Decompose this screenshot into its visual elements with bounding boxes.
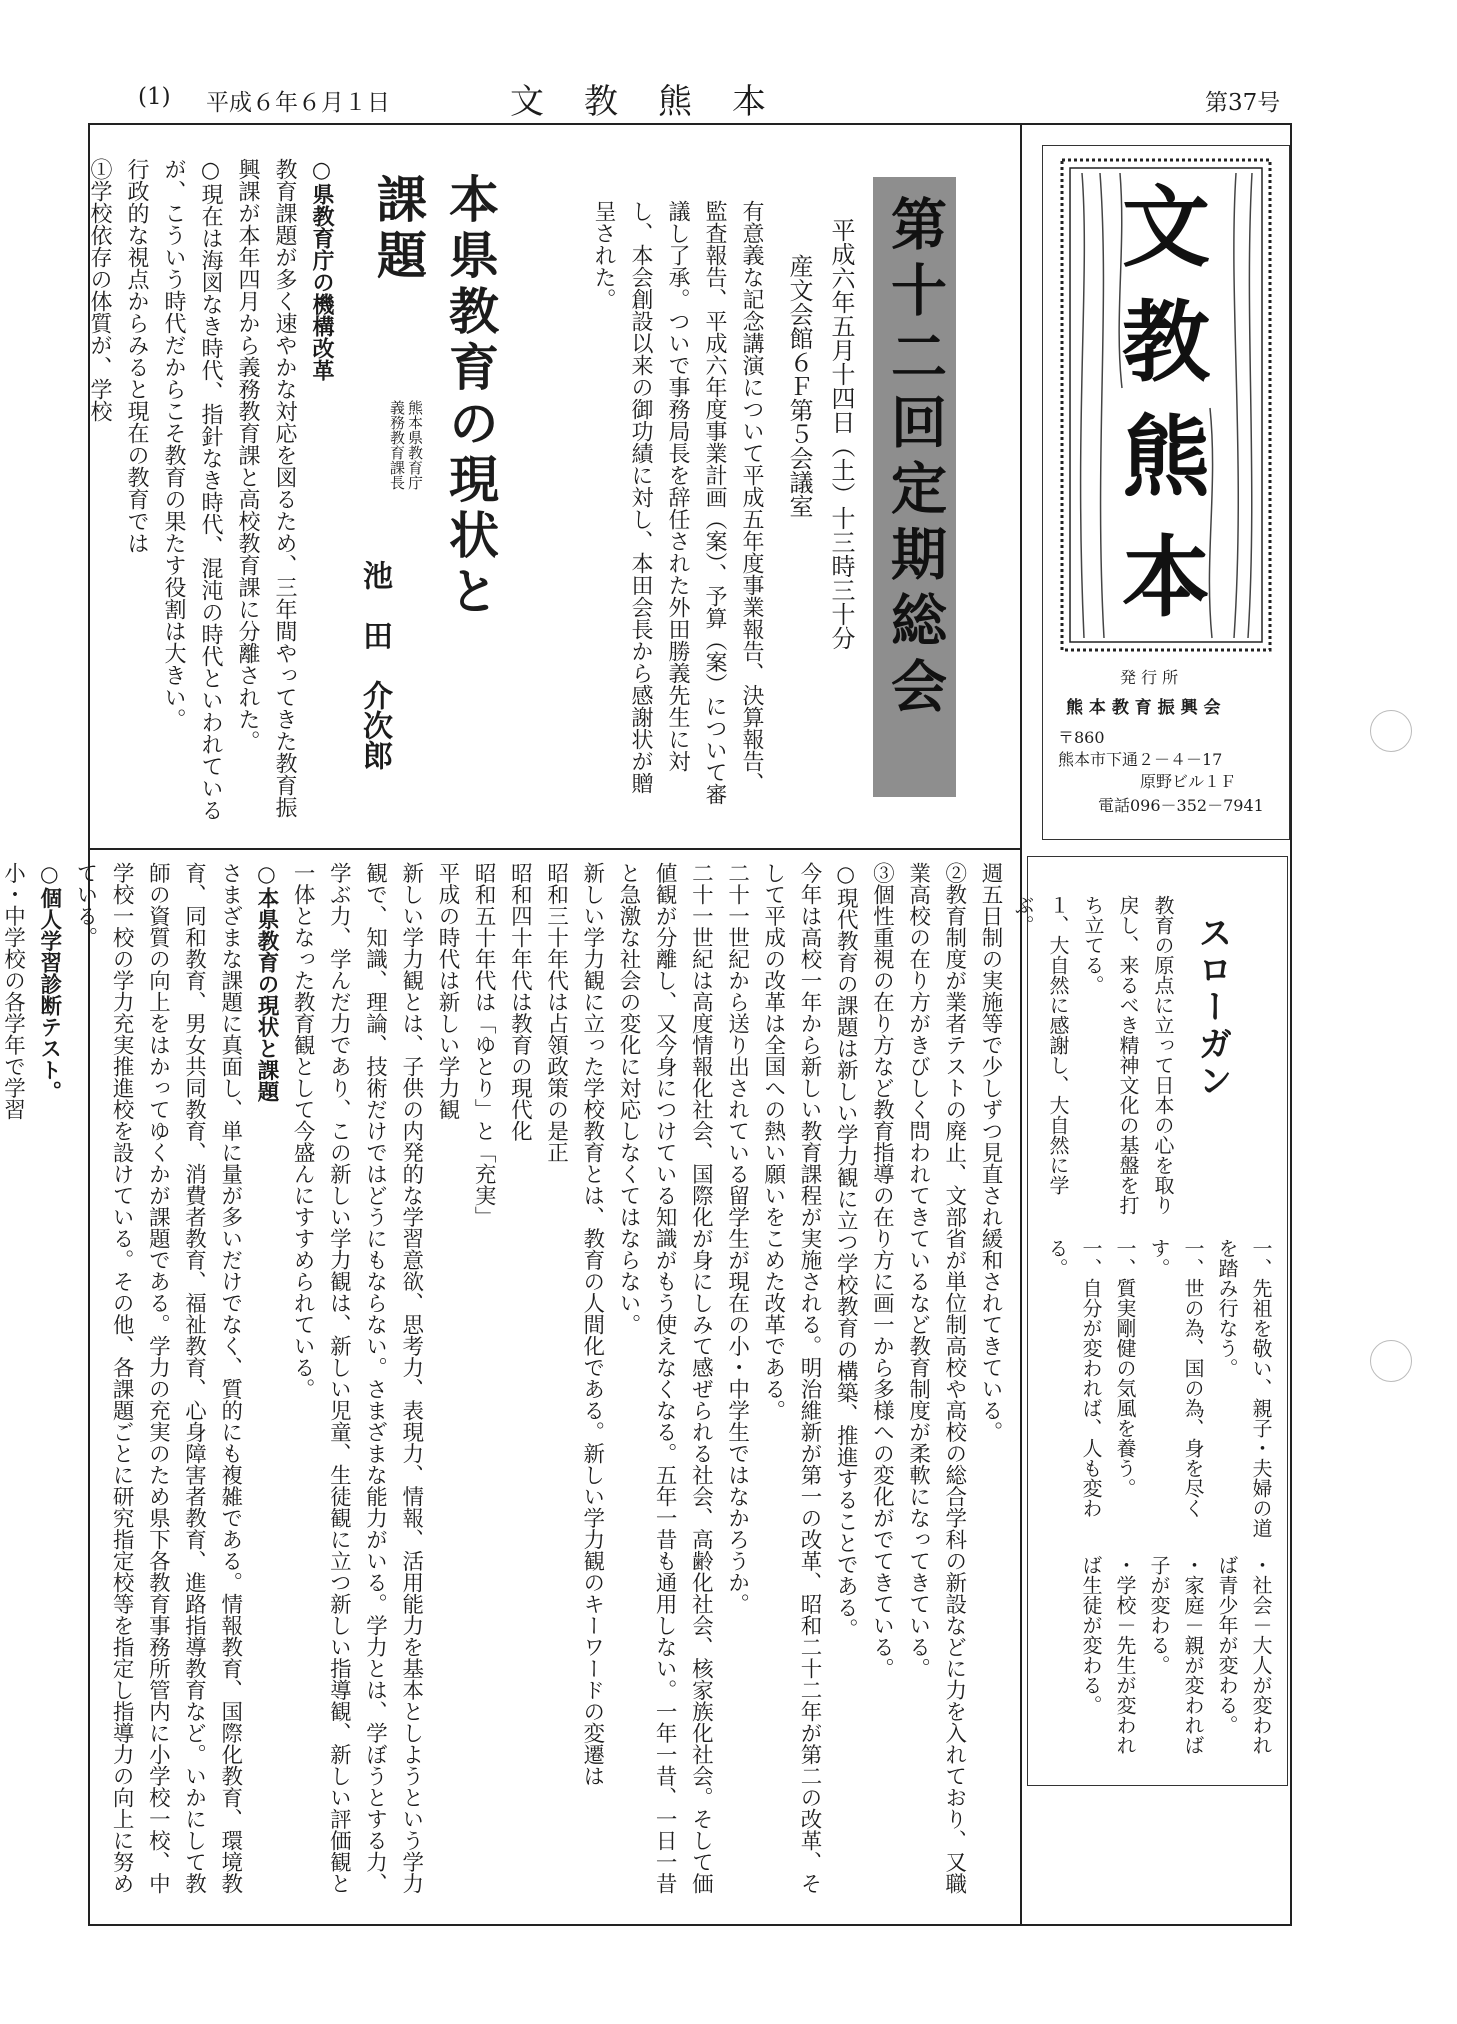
logo-char-2: 教 bbox=[1121, 290, 1211, 394]
meeting-datetime: 平成六年五月十四日（土）十三時三十分 bbox=[827, 218, 855, 650]
paragraph: 平成の時代は新しい学力観 bbox=[434, 862, 460, 1120]
paragraph: 二十一世紀から送り出されている留学生が現在の小・中学生ではなかろうか。 bbox=[724, 862, 750, 1615]
issue-date: 平成６年６月１日 bbox=[206, 90, 390, 116]
slogan-line: 一、先祖を敬い、親子・夫婦の道を踏み行なう。 bbox=[1215, 1238, 1273, 1538]
slogan-change bbox=[1040, 1555, 1278, 1770]
slogan-line: 一、質実剛健の気風を養う。 bbox=[1113, 1238, 1137, 1498]
paragraph: ①学校依存の体質が、学校 bbox=[87, 158, 112, 422]
slogan-line: ・学校－先生が変われば生徒が変わる。 bbox=[1079, 1555, 1137, 1755]
paragraph: 昭和五十年代は「ゆとり」と「充実」 bbox=[471, 862, 497, 1228]
paragraph: 昭和三十年代は占領政策の是正 bbox=[543, 862, 569, 1163]
paragraph: ③個性重視の在り方など教育指導の在り方に画一から多様への変化がでてきている。 bbox=[869, 862, 895, 1679]
slogan-line: ・家庭－親が変われば子が変わる。 bbox=[1147, 1555, 1205, 1755]
paragraph: 新しい学力観に立った学校教育とは、教育の人間化である。新しい学力観のキーワードの変遷は bbox=[579, 862, 605, 1787]
issue-number: 第37号 bbox=[1205, 90, 1281, 116]
slogan-intro bbox=[1011, 895, 1180, 1225]
paragraph: 教育課題が多く速やかな対応を図るため、三年間やってきた教育振興課が本年四月から義務教育課と高校教育課に分離された。 bbox=[235, 158, 297, 818]
author-affiliation-1: 熊本県教育庁 bbox=[406, 400, 424, 490]
meeting-body: 有意義な記念講演について平成五年度事業報告、決算報告、監査報告、平成六年度事業計画（案）、予算（案）について審議し了承。ついで事務局長を辞任された外田勝義先生に対し、本会創設以来の御功績に対し、本田会長から感謝状が贈呈された。 bbox=[591, 200, 764, 805]
punch-hole bbox=[1370, 1340, 1412, 1382]
meeting-venue: 産文会館６Ｆ第５会議室 bbox=[785, 254, 813, 518]
paragraph: ○現在は海図なき時代、指針なき時代、混沌の時代といわれているが、こういう時代だからこそ教育の果たす役割は大きい。 bbox=[161, 158, 223, 821]
paragraph: 行政的な視点からみると現在の教育では bbox=[124, 158, 149, 554]
author-name: 池 田 介次郎 bbox=[357, 560, 392, 770]
section-heading: ○本県教育の現状と課題 bbox=[253, 862, 279, 1102]
article-title: 本県教育の現状と課題 bbox=[369, 173, 500, 621]
slogan-line: １、大自然に感謝し、大自然に学ぶ。 bbox=[1011, 895, 1070, 1195]
address-line-1: 熊本市下通２－４－17 bbox=[1058, 750, 1223, 769]
meeting-title: 第十二回定期総会 bbox=[882, 195, 947, 723]
slogan-title: スローガン bbox=[1192, 915, 1232, 1100]
article-upper-right bbox=[87, 158, 340, 838]
logo-char-1: 文 bbox=[1121, 175, 1211, 279]
logo-char-3: 熊 bbox=[1121, 405, 1211, 509]
paragraph: 二十一世紀は高度情報化社会、国際化が身にしみて感ぜられる社会、高齢化社会、核家族化社会。そして価値観が分離し、又今身につけている知識がもう使えなくなる。五年一昔も通用しない。一年一昔、一日一昔と急激な社会の変化に対応しなくてはならない。 bbox=[615, 862, 714, 1894]
address-line-2: 原野ビル１Ｆ bbox=[1140, 772, 1237, 791]
paragraph: 今年は高校一年から新しい教育課程が実施される。明治維新が第一の改革、昭和二十二年が第二の改革、そして平成の改革は全国への熱い願いをこめた改革である。 bbox=[760, 862, 822, 1894]
slogan-line: ・社会－大人が変われば青少年が変わる。 bbox=[1215, 1555, 1273, 1755]
section-heading: ○個人学習診断テスト。 bbox=[36, 862, 62, 1102]
author-affiliation bbox=[388, 400, 424, 540]
publisher-label: 発 行 所 bbox=[1120, 668, 1179, 687]
article-lower bbox=[0, 862, 1008, 1912]
author-affiliation-2: 義務教育課長 bbox=[388, 400, 406, 490]
page-number: (1) bbox=[138, 84, 171, 110]
horizontal-divider bbox=[90, 848, 1020, 850]
paragraph: 新しい学力観とは、子供の内発的な学習意欲、思考力、表現力、情報、活用能力を基本としようという学力観で、知識、理論、技術だけではどうにもならない。さまざまな能力がいる。学力とは、学ぼうとする力、学ぶ力、学んだ力であり、この新しい学力観は、新しい児童、生徒観に立つ新しい指導観、新しい評価観と一体となった教育観として今盛んにすすめられている。 bbox=[290, 862, 424, 1894]
logo-char-4: 本 bbox=[1121, 525, 1211, 629]
paragraph: さまざまな課題に真面し、単に量が多いだけでなく、質的にも複雑である。情報教育、国際化教育、環境教育、同和教育、男女共同教育、消費者教育、福祉教育、心身障害者教育、進路指導教育など。いかにして教師の資質の向上をはかってゆくかが課題である。学力の充実のため県下各教育事務所管内に小学校一校、中学校一校の学力充実推進校を設けている。その他、各課題ごとに研究指定校等を指定し指導力の向上に努めている。 bbox=[72, 862, 243, 1894]
paragraph: 週五日制の実施等で少しずつ見直され緩和されてきている。 bbox=[978, 862, 1003, 1443]
postal-code: 〒860 bbox=[1058, 728, 1105, 747]
paragraph: ○現代教育の課題は新しい学力観に立つ学校教育の構築、推進することである。 bbox=[833, 862, 859, 1640]
meeting-when-where bbox=[776, 218, 862, 808]
paragraph: 小・中学校の各学年で学習 bbox=[0, 862, 26, 1120]
slogan-creed bbox=[1040, 1238, 1278, 1538]
section-heading: ○県教育庁の機構改革 bbox=[309, 158, 334, 381]
header-masthead: 文教熊本 bbox=[510, 82, 806, 122]
slogan-line: 一、世の為、国の為、身を尽くす。 bbox=[1147, 1238, 1205, 1518]
paragraph: 昭和四十年代は教育の現代化 bbox=[507, 862, 533, 1142]
paragraph: ②教育制度が業者テストの廃止、文部省が単位制高校や高校の総合学科の新設などに力を入れており、又職業高校の在り方がきびしく問われてきているなど教育制度が柔軟になってきている。 bbox=[905, 862, 967, 1894]
punch-hole bbox=[1370, 710, 1412, 752]
slogan-line: 一、自分が変われば、人も変わる。 bbox=[1045, 1238, 1103, 1518]
masthead-logo bbox=[1060, 158, 1272, 652]
publisher-name: 熊 本 教 育 振 興 会 bbox=[1066, 698, 1221, 718]
phone: 電話096－352－7941 bbox=[1098, 796, 1264, 815]
slogan-line: 教育の原点に立って日本の心を取り戻し、来るべき精神文化の基盤を打ち立てる。 bbox=[1081, 895, 1175, 1215]
